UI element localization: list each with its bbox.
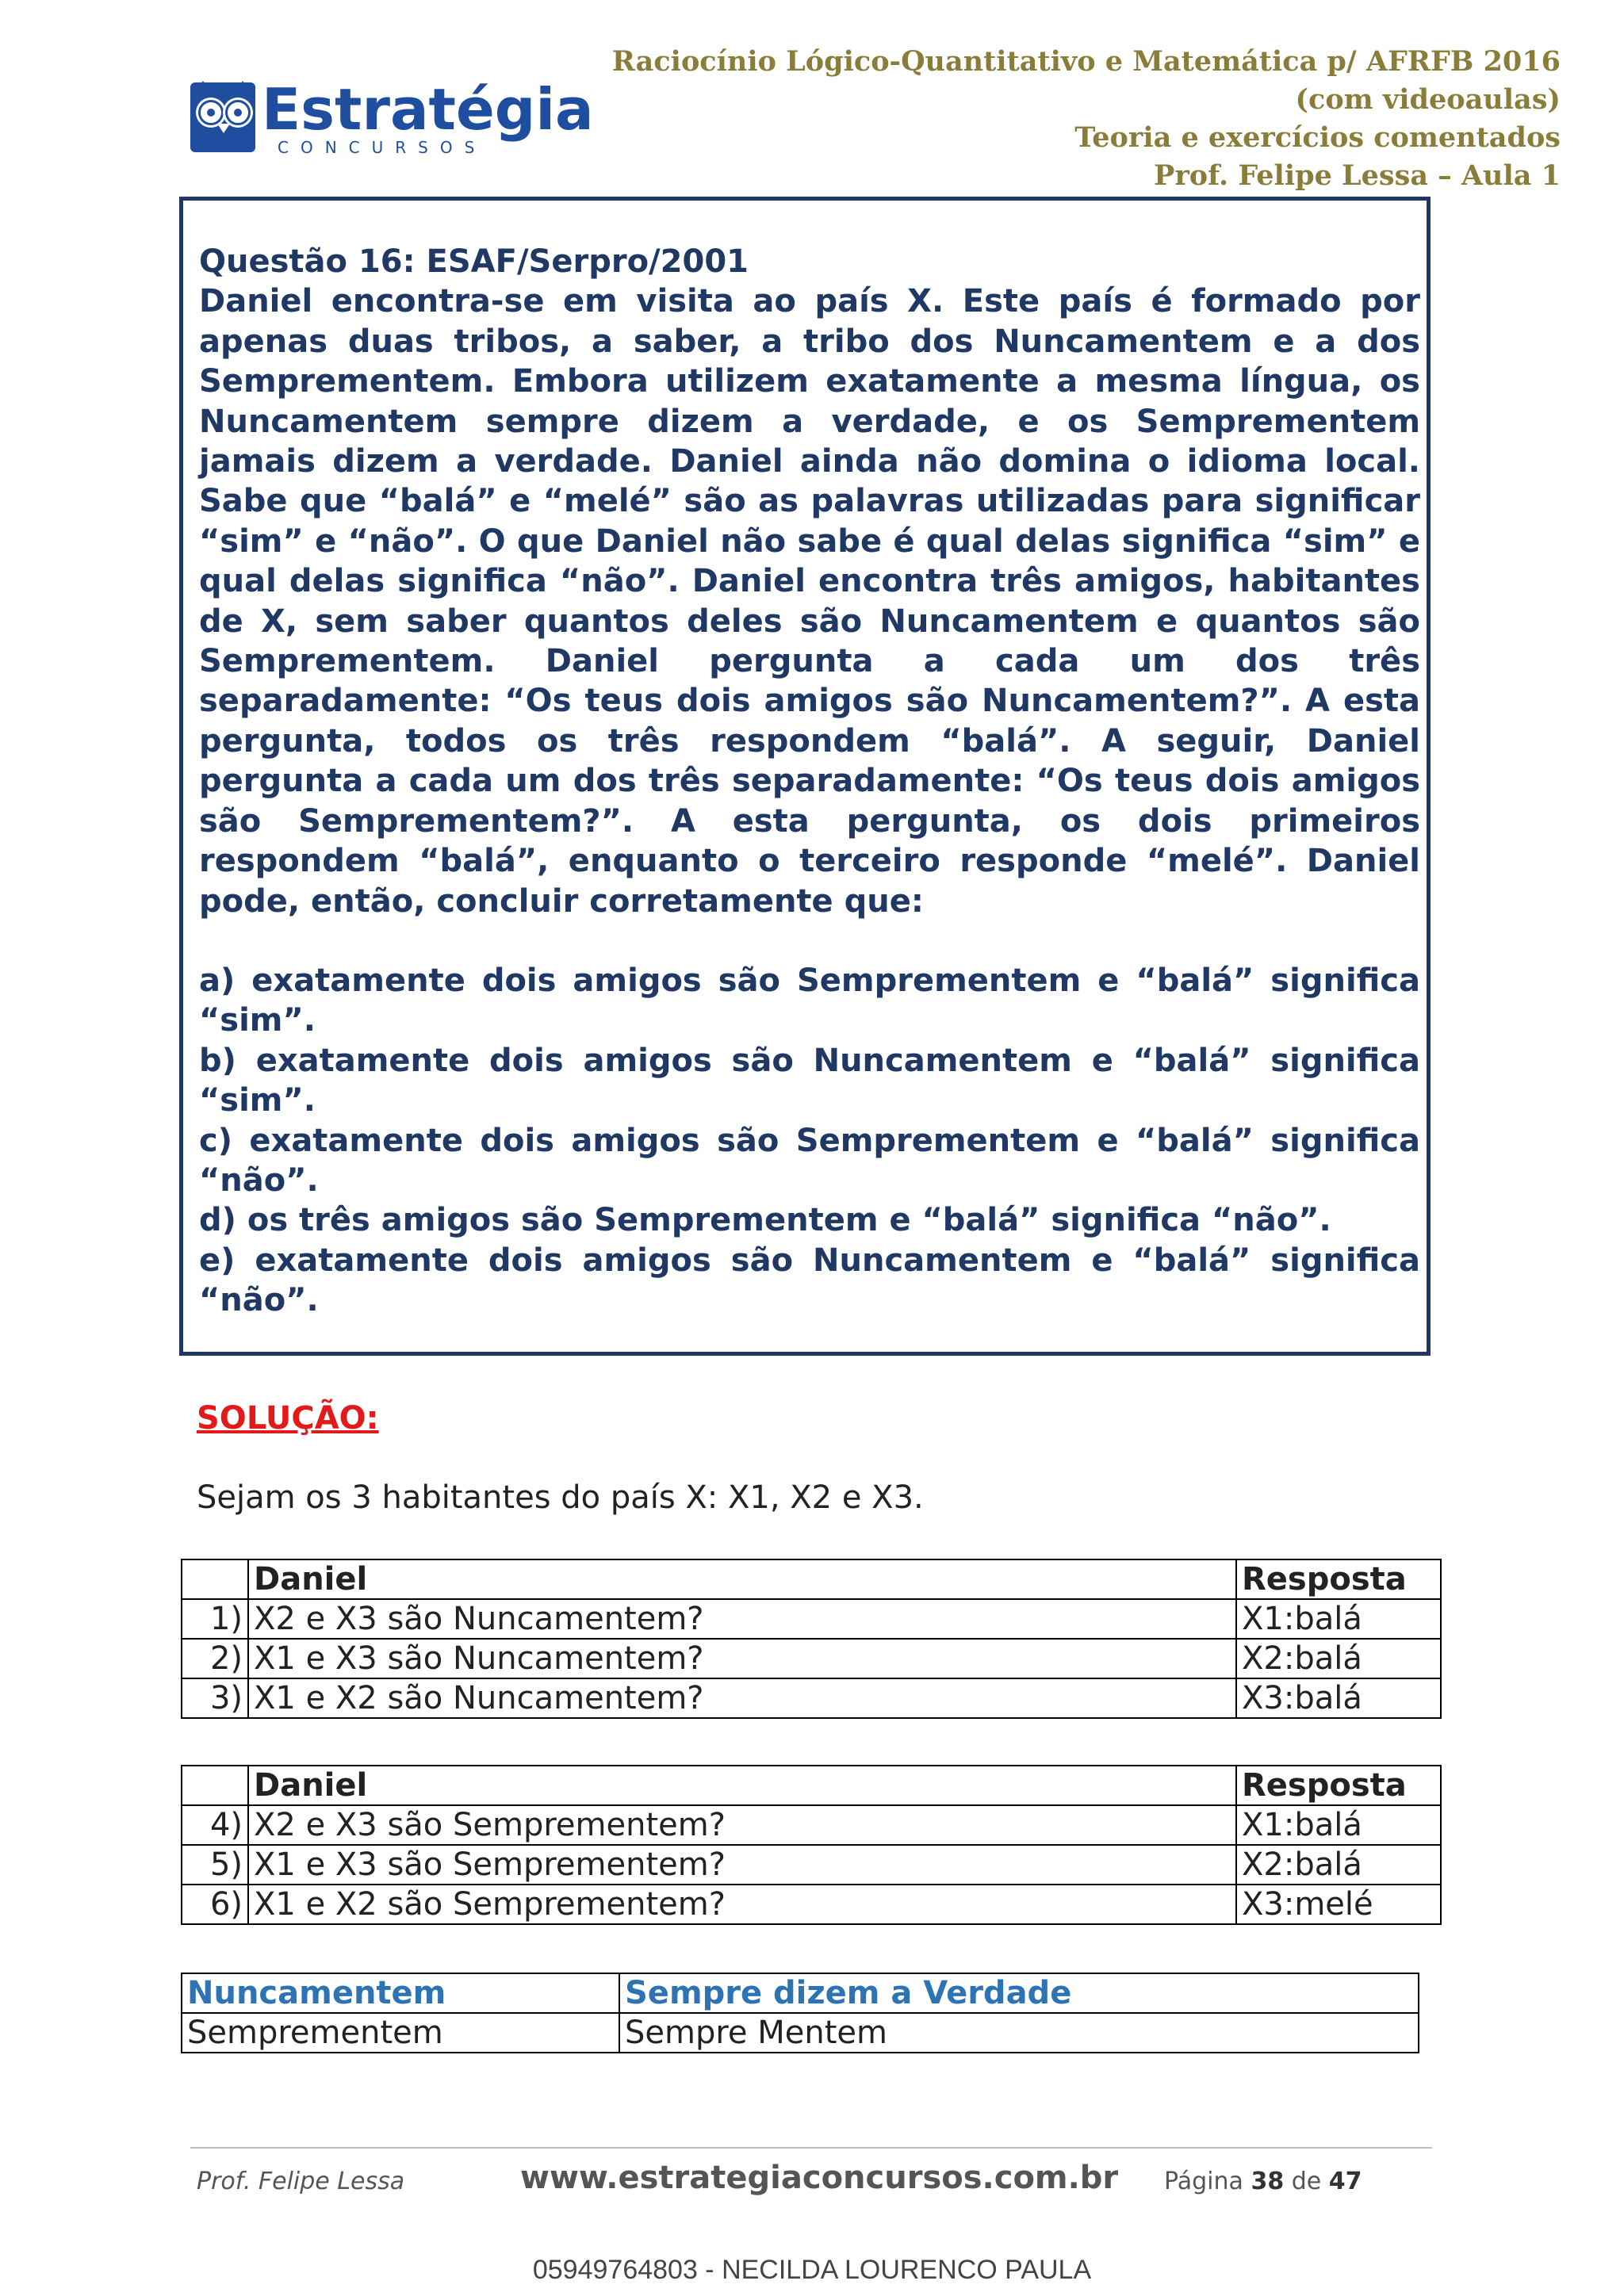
course-title: Raciocínio Lógico-Quantitativo e Matemática p/ AFRFB 2016	[611, 45, 1561, 78]
row-question: X1 e X2 são Semprementem?	[248, 1885, 1236, 1924]
row-question: X2 e X3 são Nuncamentem?	[248, 1599, 1236, 1639]
table-row	[182, 1599, 1441, 1639]
header-daniel: Daniel	[248, 1766, 1236, 1805]
row-number: 2)	[182, 1639, 248, 1678]
course-subtitle: (com videoaulas)	[1295, 83, 1561, 116]
solution-intro: Sejam os 3 habitantes do país X: X1, X2 e X3.	[197, 1479, 924, 1516]
footer-site-link[interactable]: www.estrategiaconcursos.com.br	[520, 2160, 1119, 2196]
row-question: X1 e X3 são Semprementem?	[248, 1845, 1236, 1885]
question-box	[179, 197, 1431, 1356]
footer-author: Prof. Felipe Lessa	[197, 2168, 405, 2195]
table-header-row	[182, 1559, 1441, 1599]
table-row	[182, 1805, 1441, 1845]
tribe-behavior: Sempre dizem a Verdade	[619, 1973, 1419, 2013]
table-row	[182, 2013, 1419, 2053]
brand-logo	[190, 76, 594, 159]
question-body: Daniel encontra-se em visita ao país X. Este país é formado por apenas duas tribos, a saber, a tribo dos Nuncamentem e a dos Semprementem. Embora utilizem exatamente a mesma língua, os Nuncamentem sempre dizem a verdade, e os Semprementem jamais dizem a verdade. Daniel ainda não domina o idioma local. Sabe que “balá” e “melé” são as palavras utilizadas para significar “sim” e “não”. O que Daniel não sabe é qual delas significa “sim” e qual delas significa “não”. Daniel encontra três amigos, habitantes de X, sem saber quantos deles são Nuncamentem e quantos são Semprementem. Daniel pergunta a cada um dos três separadamente: “Os teus dois amigos são Nuncamentem?”. A esta pergunta, todos os três respondem “balá”. A seguir, Daniel pergunta a cada um dos três separadamente: “Os teus dois amigos são Semprementem?”. A esta pergunta, os dois primeiros respondem “balá”, enquanto o terceiro responde “melé”. Daniel pode, então, concluir corretamente que:	[199, 283, 1420, 920]
row-question: X1 e X3 são Nuncamentem?	[248, 1639, 1236, 1678]
tribe-name: Semprementem	[182, 2013, 619, 2053]
table-row	[182, 1678, 1441, 1718]
row-number: 5)	[182, 1845, 248, 1885]
option-d: d) os três amigos são Semprementem e “balá” significa “não”.	[199, 1202, 1331, 1239]
tribe-definition-table	[181, 1973, 1419, 2053]
table-row	[182, 1973, 1419, 2013]
questions-table-nuncamentem	[181, 1559, 1442, 1719]
option-c: c) exatamente dois amigos são Semprementem e “balá” significa “não”.	[199, 1122, 1420, 1199]
row-answer: X3:balá	[1236, 1678, 1441, 1718]
questions-table-semprementem	[181, 1765, 1442, 1925]
table-row	[182, 1639, 1441, 1678]
table-header-row	[182, 1766, 1441, 1805]
course-type: Teoria e exercícios comentados	[1074, 121, 1561, 154]
brand-subtitle: CONCURSOS	[278, 138, 487, 157]
row-number: 1)	[182, 1599, 248, 1639]
brand-name: Estratégia	[262, 76, 594, 143]
footer-divider	[190, 2147, 1432, 2149]
row-answer: X1:balá	[1236, 1805, 1441, 1845]
header-daniel: Daniel	[248, 1559, 1236, 1599]
page-total: 47	[1328, 2168, 1362, 2195]
row-answer: X2:balá	[1236, 1845, 1441, 1885]
row-number: 4)	[182, 1805, 248, 1845]
course-lesson: Prof. Felipe Lessa – Aula 1	[1154, 159, 1561, 192]
row-question: X1 e X2 são Nuncamentem?	[248, 1678, 1236, 1718]
course-header	[612, 43, 1561, 195]
page-of-label: de	[1291, 2168, 1322, 2195]
question-title: Questão 16: ESAF/Serpro/2001	[199, 243, 749, 280]
table-row	[182, 1885, 1441, 1924]
footer-page-number	[1164, 2168, 1362, 2195]
header-number	[182, 1559, 248, 1599]
header-resposta: Resposta	[1236, 1766, 1441, 1805]
owl-logo-icon	[190, 82, 255, 152]
header-number	[182, 1766, 248, 1805]
row-answer: X1:balá	[1236, 1599, 1441, 1639]
tribe-name: Nuncamentem	[182, 1973, 619, 2013]
solution-title: SOLUÇÃO:	[197, 1400, 379, 1437]
option-a: a) exatamente dois amigos são Semprementem e “balá” significa “sim”.	[199, 962, 1420, 1039]
option-e: e) exatamente dois amigos são Nuncamentem e “balá” significa “não”.	[199, 1242, 1420, 1319]
question-content	[199, 242, 1420, 1321]
row-number: 3)	[182, 1678, 248, 1718]
option-b: b) exatamente dois amigos são Nuncamentem e “balá” significa “sim”.	[199, 1042, 1420, 1119]
row-answer: X3:melé	[1236, 1885, 1441, 1924]
tribe-behavior: Sempre Mentem	[619, 2013, 1419, 2053]
table-row	[182, 1845, 1441, 1885]
row-number: 6)	[182, 1885, 248, 1924]
header-resposta: Resposta	[1236, 1559, 1441, 1599]
row-question: X2 e X3 são Semprementem?	[248, 1805, 1236, 1845]
buyer-watermark: 05949764803 - NECILDA LOURENCO PAULA	[532, 2255, 1092, 2285]
row-answer: X2:balá	[1236, 1639, 1441, 1678]
page-current: 38	[1251, 2168, 1285, 2195]
page-label: Página	[1164, 2168, 1243, 2195]
